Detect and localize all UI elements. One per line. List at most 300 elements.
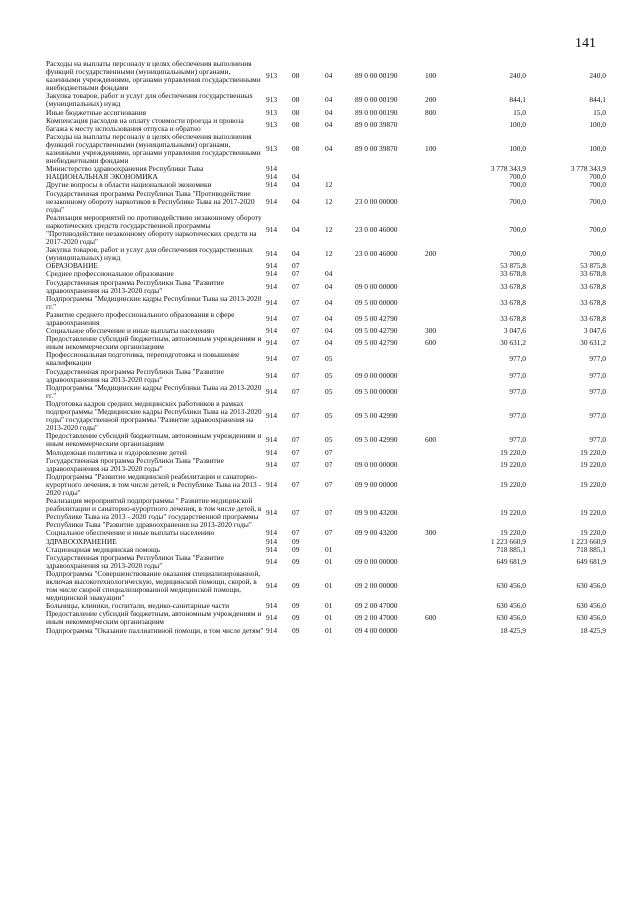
row-expense-type — [425, 311, 455, 327]
row-amount-year2: 649 681,9 — [576, 556, 606, 566]
row-ministry-code: 914 — [266, 224, 278, 234]
row-ministry-code: 914 — [266, 370, 278, 380]
row-ministry-code: 914 — [266, 601, 278, 611]
row-section-code: 09 — [292, 601, 300, 611]
row-ministry-code: 914 — [266, 338, 278, 348]
row-section-code: 09 — [292, 536, 300, 546]
row-amount-year1: 977,0 — [509, 370, 526, 380]
row-subsection-code — [325, 165, 355, 173]
table-row — [46, 368, 606, 384]
row-amount-year1: 19 220,0 — [500, 508, 526, 518]
row-amount-year2: 19 220,0 — [580, 528, 606, 538]
row-amount-year2: 30 631,2 — [580, 338, 606, 348]
row-expense-type: 300 — [425, 528, 437, 538]
row-amount-year1: 718 885,1 — [496, 544, 526, 554]
row-amount-year2: 630 456,0 — [576, 613, 606, 623]
row-target-article: 09 5 00 42990 — [355, 435, 398, 445]
row-name: Подпрограмма "Совершенствование оказания специализированной, включая высокотехнологическую, медицинской помощи, скорой, в том числе скорой специализированной медицинской помощи, медицинской эвакуации" — [46, 568, 261, 603]
row-ministry-code: 914 — [266, 249, 278, 259]
row-name: Развитие среднего профессионального образования в сфере здравоохранения — [46, 309, 235, 327]
row-target-article — [355, 270, 425, 278]
row-expense-type — [425, 570, 455, 602]
row-ministry-code: 914 — [266, 536, 278, 546]
row-amount-year2: 15,0 — [593, 107, 606, 117]
row-name: Профессиональная подготовка, переподготовка и повышение квалификации — [46, 350, 240, 368]
row-amount-year1: 15,0 — [513, 107, 526, 117]
row-target-article — [355, 181, 425, 189]
row-target-article — [355, 262, 425, 270]
row-amount-year1: 18 425,9 — [500, 625, 526, 635]
row-ministry-code: 914 — [266, 459, 278, 469]
row-target-article — [355, 165, 425, 173]
table-row — [46, 610, 606, 626]
row-subsection-code: 05 — [325, 386, 333, 396]
row-ministry-code: 913 — [266, 107, 278, 117]
row-expense-type — [425, 117, 455, 133]
row-amount-year2: 19 220,0 — [580, 447, 606, 457]
row-subsection-code: 04 — [325, 326, 333, 336]
row-name: Государственная программа Республики Тыва "Противодействие незаконному обороту наркотиков в Республике Тыва на 2017-2020 годы" — [46, 188, 255, 214]
row-target-article: 09 5 00 00000 — [355, 386, 398, 396]
row-subsection-code: 12 — [325, 249, 333, 259]
row-target-article: 09 9 00 00000 — [355, 479, 398, 489]
row-ministry-code: 914 — [266, 411, 278, 421]
row-section-code: 07 — [292, 370, 300, 380]
row-name: Государственная программа Республики Тыва "Развитие здравоохранения на 2013-2020 годы" — [46, 455, 224, 473]
table-row — [46, 554, 606, 570]
row-expense-type — [425, 181, 455, 189]
row-name: Подпрограмма "Оказание паллиативной помощи, в том числе детям" — [46, 625, 264, 635]
row-section-code: 09 — [292, 556, 300, 566]
table-row — [46, 133, 606, 165]
row-subsection-code: 05 — [325, 435, 333, 445]
row-ministry-code: 914 — [266, 613, 278, 623]
row-subsection-code: 01 — [325, 544, 333, 554]
row-ministry-code: 914 — [266, 172, 278, 182]
row-target-article: 23 0 00 46000 — [355, 224, 398, 234]
row-target-article — [355, 173, 425, 181]
row-ministry-code: 914 — [266, 269, 278, 279]
row-name: Молодежная политика и оздоровление детей — [46, 447, 187, 457]
row-section-code: 04 — [292, 249, 300, 259]
table-body — [46, 60, 606, 635]
row-amount-year1: 240,0 — [509, 71, 526, 81]
row-amount-year1: 100,0 — [509, 143, 526, 153]
table-row — [46, 295, 606, 311]
row-expense-type — [425, 497, 455, 529]
row-expense-type — [425, 400, 455, 432]
row-amount-year2: 33 678,8 — [580, 281, 606, 291]
row-name: Подготовка кадров средних медицинских работников в рамках подпрограммы "Медицинские кадры Республики Тыва на 2013-2020 годы" государственной программы "Развитие здравоохранения на 2013-2020 годы" — [46, 398, 262, 433]
row-amount-year1: 19 220,0 — [500, 479, 526, 489]
row-subsection-code: 04 — [325, 313, 333, 323]
row-ministry-code: 914 — [266, 544, 278, 554]
table-row — [46, 384, 606, 400]
row-amount-year2: 19 220,0 — [580, 459, 606, 469]
row-section-code: 08 — [292, 71, 300, 81]
row-name: Предоставление субсидий бюджетным, автономным учреждениям и иным некоммерческим организациям — [46, 334, 262, 352]
row-amount-year2: 700,0 — [589, 249, 606, 259]
row-target-article — [355, 546, 425, 554]
row-expense-type — [425, 190, 455, 214]
row-amount-year2: 100,0 — [589, 119, 606, 129]
row-subsection-code: 01 — [325, 625, 333, 635]
row-expense-type — [425, 351, 455, 367]
row-subsection-code: 04 — [325, 297, 333, 307]
row-name: Государственная программа Республики Тыва "Развитие здравоохранения на 2013-2020 годы" — [46, 366, 224, 384]
row-target-article: 09 0 00 00000 — [355, 370, 398, 380]
row-ministry-code: 914 — [266, 581, 278, 591]
row-subsection-code: 12 — [325, 224, 333, 234]
table-row — [46, 60, 606, 92]
row-subsection-code: 04 — [325, 71, 333, 81]
row-subsection-code: 07 — [325, 508, 333, 518]
row-expense-type — [425, 384, 455, 400]
row-section-code: 07 — [292, 411, 300, 421]
row-ministry-code: 913 — [266, 143, 278, 153]
row-target-article — [355, 351, 425, 367]
row-amount-year1: 30 631,2 — [500, 338, 526, 348]
row-section-code: 07 — [292, 479, 300, 489]
row-expense-type: 300 — [425, 326, 437, 336]
row-amount-year1: 700,0 — [509, 180, 526, 190]
row-expense-type — [425, 538, 455, 546]
row-amount-year1: 19 220,0 — [500, 447, 526, 457]
row-subsection-code: 12 — [325, 196, 333, 206]
row-section-code: 07 — [292, 313, 300, 323]
row-amount-year2: 630 456,0 — [576, 581, 606, 591]
row-target-article: 89 0 00 39870 — [355, 143, 398, 153]
row-section-code: 07 — [292, 261, 300, 271]
row-amount-year1: 3 047,6 — [503, 326, 526, 336]
row-amount-year2: 977,0 — [589, 435, 606, 445]
row-subsection-code: 04 — [325, 95, 333, 105]
row-ministry-code: 914 — [266, 297, 278, 307]
row-subsection-code: 01 — [325, 601, 333, 611]
row-amount-year2: 700,0 — [589, 180, 606, 190]
row-expense-type — [425, 262, 455, 270]
row-section-code: 07 — [292, 459, 300, 469]
row-expense-type: 800 — [425, 107, 437, 117]
table-row — [46, 497, 606, 529]
row-target-article — [355, 449, 425, 457]
row-name: Предоставление субсидий бюджетным, автономным учреждениям и иным некоммерческим организациям — [46, 609, 262, 627]
row-target-article: 09 5 00 42990 — [355, 411, 398, 421]
row-subsection-code: 05 — [325, 411, 333, 421]
row-amount-year2: 100,0 — [589, 143, 606, 153]
row-expense-type — [425, 173, 455, 181]
table-row — [46, 457, 606, 473]
row-section-code: 04 — [292, 224, 300, 234]
row-ministry-code: 913 — [266, 71, 278, 81]
row-target-article: 09 2 00 47000 — [355, 613, 398, 623]
row-subsection-code: 01 — [325, 613, 333, 623]
table-row — [46, 351, 606, 367]
row-amount-year2: 700,0 — [589, 196, 606, 206]
row-subsection-code: 05 — [325, 354, 333, 364]
row-name: ЗДРАВООХРАНЕНИЕ — [46, 536, 117, 546]
row-amount-year2: 33 678,8 — [580, 313, 606, 323]
row-amount-year2: 33 678,8 — [580, 269, 606, 279]
row-ministry-code: 914 — [266, 556, 278, 566]
table-row — [46, 335, 606, 351]
row-amount-year1: 100,0 — [509, 119, 526, 129]
row-name: Государственная программа Республики Тыва "Развитие здравоохранения на 2013-2020 годы" — [46, 552, 224, 570]
row-name: Стационарная медицинская помощь — [46, 544, 161, 554]
row-amount-year1: 1 223 660,9 — [490, 536, 526, 546]
row-target-article: 89 0 00 00190 — [355, 71, 398, 81]
row-target-article: 09 9 00 43200 — [355, 528, 398, 538]
row-subsection-code: 12 — [325, 180, 333, 190]
budget-table — [46, 60, 606, 635]
row-section-code: 07 — [292, 326, 300, 336]
row-ministry-code: 914 — [266, 313, 278, 323]
row-section-code: 07 — [292, 508, 300, 518]
table-row — [46, 190, 606, 214]
row-name: Предоставление субсидий бюджетным, автономным учреждениям и иным некоммерческим организациям — [46, 431, 262, 449]
row-amount-year1: 630 456,0 — [496, 613, 526, 623]
row-ministry-code: 914 — [266, 164, 278, 174]
row-expense-type — [425, 270, 455, 278]
table-row — [46, 246, 606, 262]
row-subsection-code: 07 — [325, 528, 333, 538]
row-name: Среднее профессиональное образование — [46, 269, 174, 279]
row-section-code: 07 — [292, 338, 300, 348]
row-name: Компенсация расходов на оплату стоимости проезда и провоза багажа к месту использования отпуска и обратно — [46, 115, 244, 133]
table-row — [46, 432, 606, 448]
row-name: Другие вопросы в области национальной экономики — [46, 180, 212, 190]
row-name: Иные бюджетные ассигнования — [46, 107, 147, 117]
row-expense-type: 600 — [425, 338, 437, 348]
row-section-code: 08 — [292, 95, 300, 105]
row-amount-year2: 977,0 — [589, 411, 606, 421]
row-subsection-code: 04 — [325, 338, 333, 348]
row-section-code: 04 — [292, 180, 300, 190]
row-subsection-code: 07 — [325, 479, 333, 489]
row-subsection-code: 01 — [325, 581, 333, 591]
row-amount-year1: 700,0 — [509, 224, 526, 234]
row-amount-year2: 977,0 — [589, 354, 606, 364]
row-section-code: 04 — [292, 196, 300, 206]
row-name: Социальное обеспечение и иные выплаты населению — [46, 528, 215, 538]
row-expense-type — [425, 279, 455, 295]
row-amount-year1: 630 456,0 — [496, 601, 526, 611]
row-amount-year1: 33 678,8 — [500, 281, 526, 291]
row-section-code: 09 — [292, 544, 300, 554]
row-name: Расходы на выплаты персоналу в целях обеспечения выполнения функций государственными (муниципальными) органами, казенными учреждениями, органами управления государственными внебюджетными фондами — [46, 59, 261, 93]
row-amount-year2: 3 047,6 — [583, 326, 606, 336]
row-name: Реализация мероприятий подпрограммы " Развитие медицинской реабилитации и санаторно-курортного лечения, в том числе детей, в Республике Тыва на 2013 - 2020 годы" государственной программы Республики Тыва "Развитие здравоохранения на 2013-2020 годы" — [46, 496, 262, 530]
row-section-code: 08 — [292, 107, 300, 117]
row-amount-year2: 700,0 — [589, 224, 606, 234]
row-amount-year1: 19 220,0 — [500, 528, 526, 538]
row-expense-type — [425, 546, 455, 554]
row-expense-type — [425, 368, 455, 384]
row-name: Подпрограмма "Развитие медицинской реабилитации и санаторно-курортного лечения, в том числе детей, в Республике Тыва на 2013 - 2020 годы" — [46, 471, 261, 497]
row-amount-year1: 33 678,8 — [500, 313, 526, 323]
row-section-code: 09 — [292, 613, 300, 623]
row-subsection-code: 04 — [325, 143, 333, 153]
row-ministry-code: 914 — [266, 180, 278, 190]
row-target-article: 23 0 00 00000 — [355, 196, 398, 206]
row-name: Подпрограмма "Медицинские кадры Республики Тыва на 2013-2020 гг." — [46, 382, 262, 400]
row-ministry-code: 914 — [266, 435, 278, 445]
row-subsection-code: 04 — [325, 281, 333, 291]
row-amount-year2: 1 223 660,9 — [570, 536, 606, 546]
row-expense-type — [425, 449, 455, 457]
row-target-article: 09 9 00 43200 — [355, 508, 398, 518]
row-target-article: 89 0 00 00190 — [355, 107, 398, 117]
table-row — [46, 92, 606, 108]
row-amount-year2: 700,0 — [589, 172, 606, 182]
row-subsection-code: 05 — [325, 370, 333, 380]
row-amount-year2: 19 220,0 — [580, 508, 606, 518]
row-expense-type: 100 — [425, 143, 437, 153]
row-section-code: 07 — [292, 269, 300, 279]
row-ministry-code: 914 — [266, 447, 278, 457]
row-ministry-code: 914 — [266, 196, 278, 206]
row-amount-year2: 19 220,0 — [580, 479, 606, 489]
row-amount-year2: 33 678,8 — [580, 297, 606, 307]
row-amount-year2: 844,1 — [589, 95, 606, 105]
row-expense-type — [425, 457, 455, 473]
row-amount-year1: 3 778 343,9 — [490, 164, 526, 174]
row-target-article: 09 5 00 42790 — [355, 326, 398, 336]
row-name: Государственная программа Республики Тыва "Развитие здравоохранения на 2013-2020 годы" — [46, 277, 224, 295]
row-expense-type: 200 — [425, 249, 437, 259]
row-section-code: 04 — [292, 172, 300, 182]
row-name: НАЦИОНАЛЬНАЯ ЭКОНОМИКА — [46, 172, 158, 182]
row-amount-year2: 3 778 343,9 — [570, 164, 606, 174]
row-amount-year1: 53 875,8 — [500, 261, 526, 271]
row-amount-year2: 18 425,9 — [580, 625, 606, 635]
row-section-code: 07 — [292, 435, 300, 445]
row-section-code: 07 — [292, 281, 300, 291]
row-target-article: 09 2 00 47000 — [355, 601, 398, 611]
row-subsection-code: 01 — [325, 556, 333, 566]
row-amount-year1: 977,0 — [509, 386, 526, 396]
row-expense-type — [425, 627, 455, 635]
row-ministry-code: 914 — [266, 625, 278, 635]
row-ministry-code: 914 — [266, 508, 278, 518]
row-amount-year1: 19 220,0 — [500, 459, 526, 469]
row-expense-type — [425, 214, 455, 246]
row-amount-year2: 630 456,0 — [576, 601, 606, 611]
row-ministry-code: 914 — [266, 528, 278, 538]
table-row — [46, 570, 606, 602]
row-target-article: 09 5 00 42790 — [355, 313, 398, 323]
row-ministry-code: 914 — [266, 479, 278, 489]
row-ministry-code: 914 — [266, 386, 278, 396]
table-row — [46, 400, 606, 432]
table-row — [46, 214, 606, 246]
page-number: 141 — [575, 36, 596, 51]
row-subsection-code: 04 — [325, 269, 333, 279]
row-expense-type: 100 — [425, 71, 437, 81]
row-section-code: 09 — [292, 625, 300, 635]
row-ministry-code: 914 — [266, 281, 278, 291]
row-target-article — [355, 538, 425, 546]
row-expense-type — [425, 165, 455, 173]
row-target-article: 09 5 00 00000 — [355, 297, 398, 307]
row-amount-year1: 630 456,0 — [496, 581, 526, 591]
row-amount-year1: 977,0 — [509, 435, 526, 445]
row-amount-year1: 977,0 — [509, 354, 526, 364]
row-expense-type: 200 — [425, 95, 437, 105]
row-section-code: 07 — [292, 297, 300, 307]
row-section-code: 07 — [292, 354, 300, 364]
row-section-code: 07 — [292, 447, 300, 457]
row-subsection-code: 04 — [325, 119, 333, 129]
row-amount-year1: 33 678,8 — [500, 297, 526, 307]
row-section-code: 08 — [292, 119, 300, 129]
table-row — [46, 279, 606, 295]
row-amount-year1: 700,0 — [509, 196, 526, 206]
row-target-article: 09 4 00 00000 — [355, 625, 398, 635]
row-expense-type — [425, 554, 455, 570]
row-name: Социальное обеспечение и иные выплаты населению — [46, 326, 215, 336]
row-section-code: 07 — [292, 386, 300, 396]
row-name: Расходы на выплаты персоналу в целях обеспечения выполнения функций государственными (муниципальными) органами, казенными учреждениями, органами управления государственными внебюджетными фондами — [46, 131, 261, 166]
row-subsection-code: 07 — [325, 447, 333, 457]
row-subsection-code: 07 — [325, 459, 333, 469]
row-expense-type — [425, 602, 455, 610]
row-target-article: 23 0 00 46000 — [355, 249, 398, 259]
row-amount-year1: 33 678,8 — [500, 269, 526, 279]
row-name: Реализация мероприятий по противодействию незаконному обороту наркотических средств государственной программы "Противодействие незаконному обороту наркотических средств на 2017-2020 годы" — [46, 212, 262, 247]
row-target-article: 89 0 00 39870 — [355, 119, 398, 129]
row-amount-year1: 844,1 — [509, 95, 526, 105]
table-row — [46, 311, 606, 327]
row-ministry-code: 914 — [266, 261, 278, 271]
row-amount-year2: 977,0 — [589, 370, 606, 380]
row-name: ОБРАЗОВАНИЕ — [46, 261, 98, 271]
row-amount-year1: 700,0 — [509, 249, 526, 259]
table-row — [46, 117, 606, 133]
row-section-code: 07 — [292, 528, 300, 538]
row-section-code: 09 — [292, 581, 300, 591]
row-section-code: 08 — [292, 143, 300, 153]
row-target-article: 89 0 00 00190 — [355, 95, 398, 105]
row-target-article: 09 0 00 00000 — [355, 556, 398, 566]
row-expense-type: 600 — [425, 435, 437, 445]
row-name: Министерство здравоохранения Республики Тыва — [46, 164, 204, 174]
row-subsection-code: 04 — [325, 107, 333, 117]
row-target-article: 09 0 00 00000 — [355, 459, 398, 469]
row-amount-year1: 700,0 — [509, 172, 526, 182]
row-ministry-code: 913 — [266, 119, 278, 129]
row-amount-year1: 977,0 — [509, 411, 526, 421]
row-expense-type: 600 — [425, 613, 437, 623]
row-ministry-code: 914 — [266, 354, 278, 364]
row-target-article: 09 5 00 42790 — [355, 338, 398, 348]
row-expense-type — [425, 295, 455, 311]
row-amount-year2: 977,0 — [589, 386, 606, 396]
table-row — [46, 627, 606, 635]
row-amount-year2: 240,0 — [589, 71, 606, 81]
row-amount-year1: 649 681,9 — [496, 556, 526, 566]
row-name: Подпрограмма "Медицинские кадры Республики Тыва на 2013-2020 гг." — [46, 293, 262, 311]
row-expense-type — [425, 473, 455, 497]
row-name: Больницы, клиники, госпитали, медико-санитарные части — [46, 601, 230, 611]
row-name: Закупка товаров, работ и услуг для обеспечения государственных (муниципальных) нужд — [46, 91, 253, 109]
row-ministry-code: 914 — [266, 326, 278, 336]
row-target-article: 09 2 00 00000 — [355, 581, 398, 591]
row-target-article: 09 0 00 00000 — [355, 281, 398, 291]
row-name: Закупка товаров, работ и услуг для обеспечения государственных (муниципальных) нужд — [46, 245, 253, 263]
row-ministry-code: 913 — [266, 95, 278, 105]
row-amount-year2: 53 875,8 — [580, 261, 606, 271]
